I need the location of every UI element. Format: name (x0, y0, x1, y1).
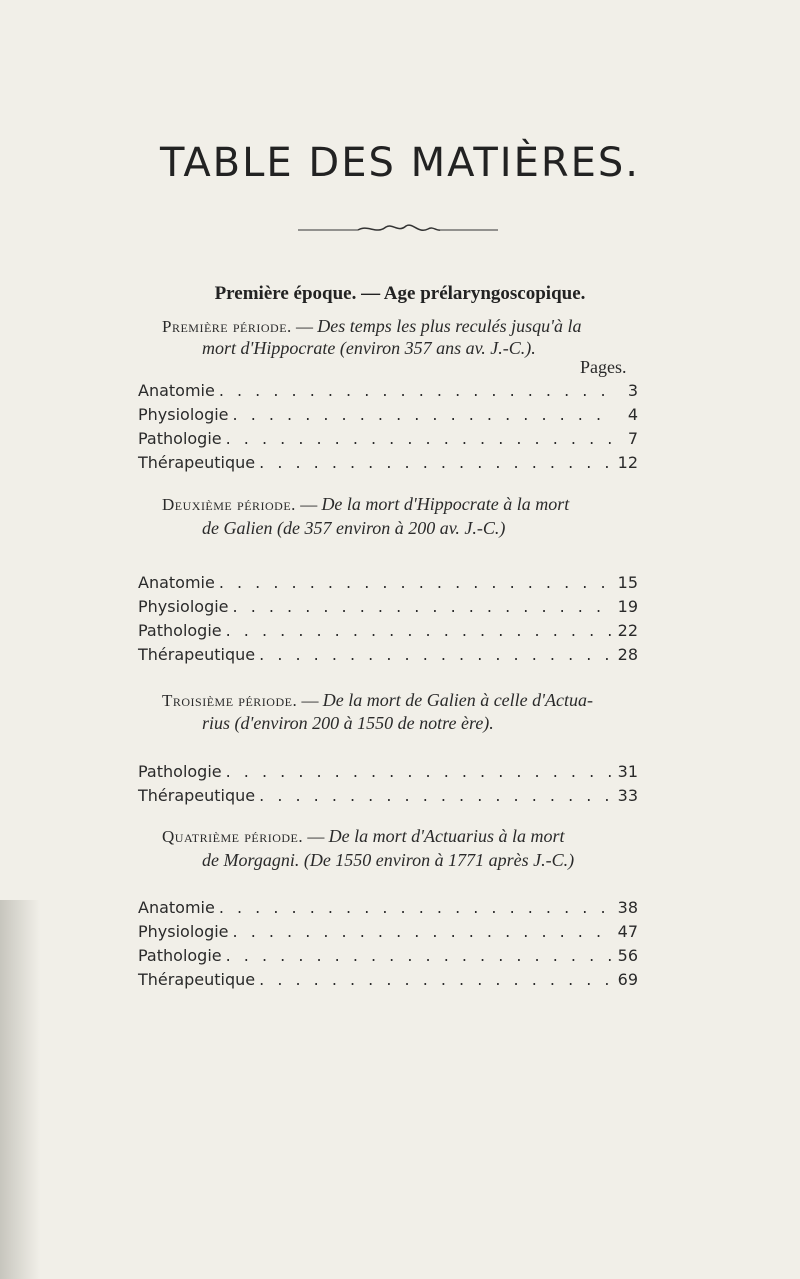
entry-page: 12 (617, 453, 638, 472)
leader-dots (259, 453, 612, 472)
entry-page: 69 (617, 970, 638, 989)
period-subtitle: De la mort d'Actuarius à la mort (328, 826, 565, 846)
entry-page: 56 (617, 946, 638, 965)
entry-page: 28 (617, 645, 638, 664)
entry-page: 33 (617, 786, 638, 805)
period-label: Troisième période. (162, 691, 298, 710)
leader-dots (226, 621, 612, 640)
toc-entry (138, 597, 638, 619)
leader-dots (259, 786, 612, 805)
entry-label: Thérapeutique (138, 453, 256, 472)
entry-label: Thérapeutique (138, 970, 256, 989)
period-subtitle-continued: mort d'Hippocrate (environ 357 ans av. J.-C.). (202, 338, 536, 358)
entry-page: 7 (627, 429, 638, 448)
entry-page: 31 (617, 762, 638, 781)
entry-label: Pathologie (138, 621, 222, 640)
leader-dots (219, 898, 612, 917)
toc-entry (138, 429, 638, 451)
entry-page: 3 (627, 381, 638, 400)
entry-page: 19 (617, 597, 638, 616)
toc-entry (138, 946, 638, 968)
entry-page: 38 (617, 898, 638, 917)
period-heading: Troisième période. — De la mort de Galien à celle d'Actua- (162, 690, 593, 710)
entry-label: Thérapeutique (138, 786, 256, 805)
page-edge-shadow (0, 900, 40, 1279)
period-heading: Première période. — Des temps les plus reculés jusqu'à la (162, 316, 582, 336)
page-title: TABLE DES MATIÈRES. (159, 140, 641, 186)
entry-label: Physiologie (138, 597, 229, 616)
entry-label: Anatomie (138, 573, 215, 592)
period-heading: Deuxième période. — De la mort d'Hippocrate à la mort (162, 494, 570, 514)
leader-dots (233, 922, 612, 941)
entry-page: 15 (617, 573, 638, 592)
toc-entry (138, 922, 638, 944)
leader-dots (259, 970, 612, 989)
entry-page: 4 (627, 405, 638, 424)
toc-entry (138, 453, 638, 475)
toc-entry (138, 970, 638, 992)
toc-entry (138, 573, 638, 595)
period-heading: Quatrième période. — De la mort d'Actuarius à la mort (162, 826, 565, 846)
period-label: Première période. (162, 317, 292, 336)
period-subtitle-continued: de Galien (de 357 environ à 200 av. J.-C.) (202, 518, 506, 538)
toc-entry (138, 786, 638, 808)
entry-label: Anatomie (138, 381, 215, 400)
toc-entry (138, 381, 638, 403)
period-subtitle: Des temps les plus reculés jusqu'à la (317, 316, 582, 336)
leader-dots (219, 573, 612, 592)
pages-column-label: Pages. (580, 357, 627, 377)
leader-dots (233, 597, 612, 616)
decorative-rule-icon (298, 221, 498, 237)
leader-dots (233, 405, 612, 424)
entry-label: Physiologie (138, 922, 229, 941)
leader-dots (226, 762, 612, 781)
entry-label: Pathologie (138, 429, 222, 448)
period-label: Deuxième période. (162, 495, 296, 514)
period-subtitle: De la mort de Galien à celle d'Actua- (322, 690, 593, 710)
entry-label: Pathologie (138, 946, 222, 965)
leader-dots (259, 645, 612, 664)
entry-label: Thérapeutique (138, 645, 256, 664)
epoch-heading: Première époque. — Age prélaryngoscopique. (214, 283, 586, 304)
toc-entry (138, 645, 638, 667)
toc-entry (138, 621, 638, 643)
entry-label: Anatomie (138, 898, 215, 917)
period-subtitle-continued: de Morgagni. (De 1550 environ à 1771 après J.-C.) (202, 850, 575, 870)
toc-entry (138, 762, 638, 784)
toc-entry (138, 898, 638, 920)
leader-dots (226, 429, 612, 448)
entry-label: Pathologie (138, 762, 222, 781)
entry-label: Physiologie (138, 405, 229, 424)
entry-page: 47 (617, 922, 638, 941)
leader-dots (226, 946, 612, 965)
period-label: Quatrième période. (162, 827, 304, 846)
period-subtitle: De la mort d'Hippocrate à la mort (321, 494, 570, 514)
toc-entry (138, 405, 638, 427)
period-subtitle-continued: rius (d'environ 200 à 1550 de notre ère). (202, 713, 494, 733)
leader-dots (219, 381, 612, 400)
entry-page: 22 (617, 621, 638, 640)
